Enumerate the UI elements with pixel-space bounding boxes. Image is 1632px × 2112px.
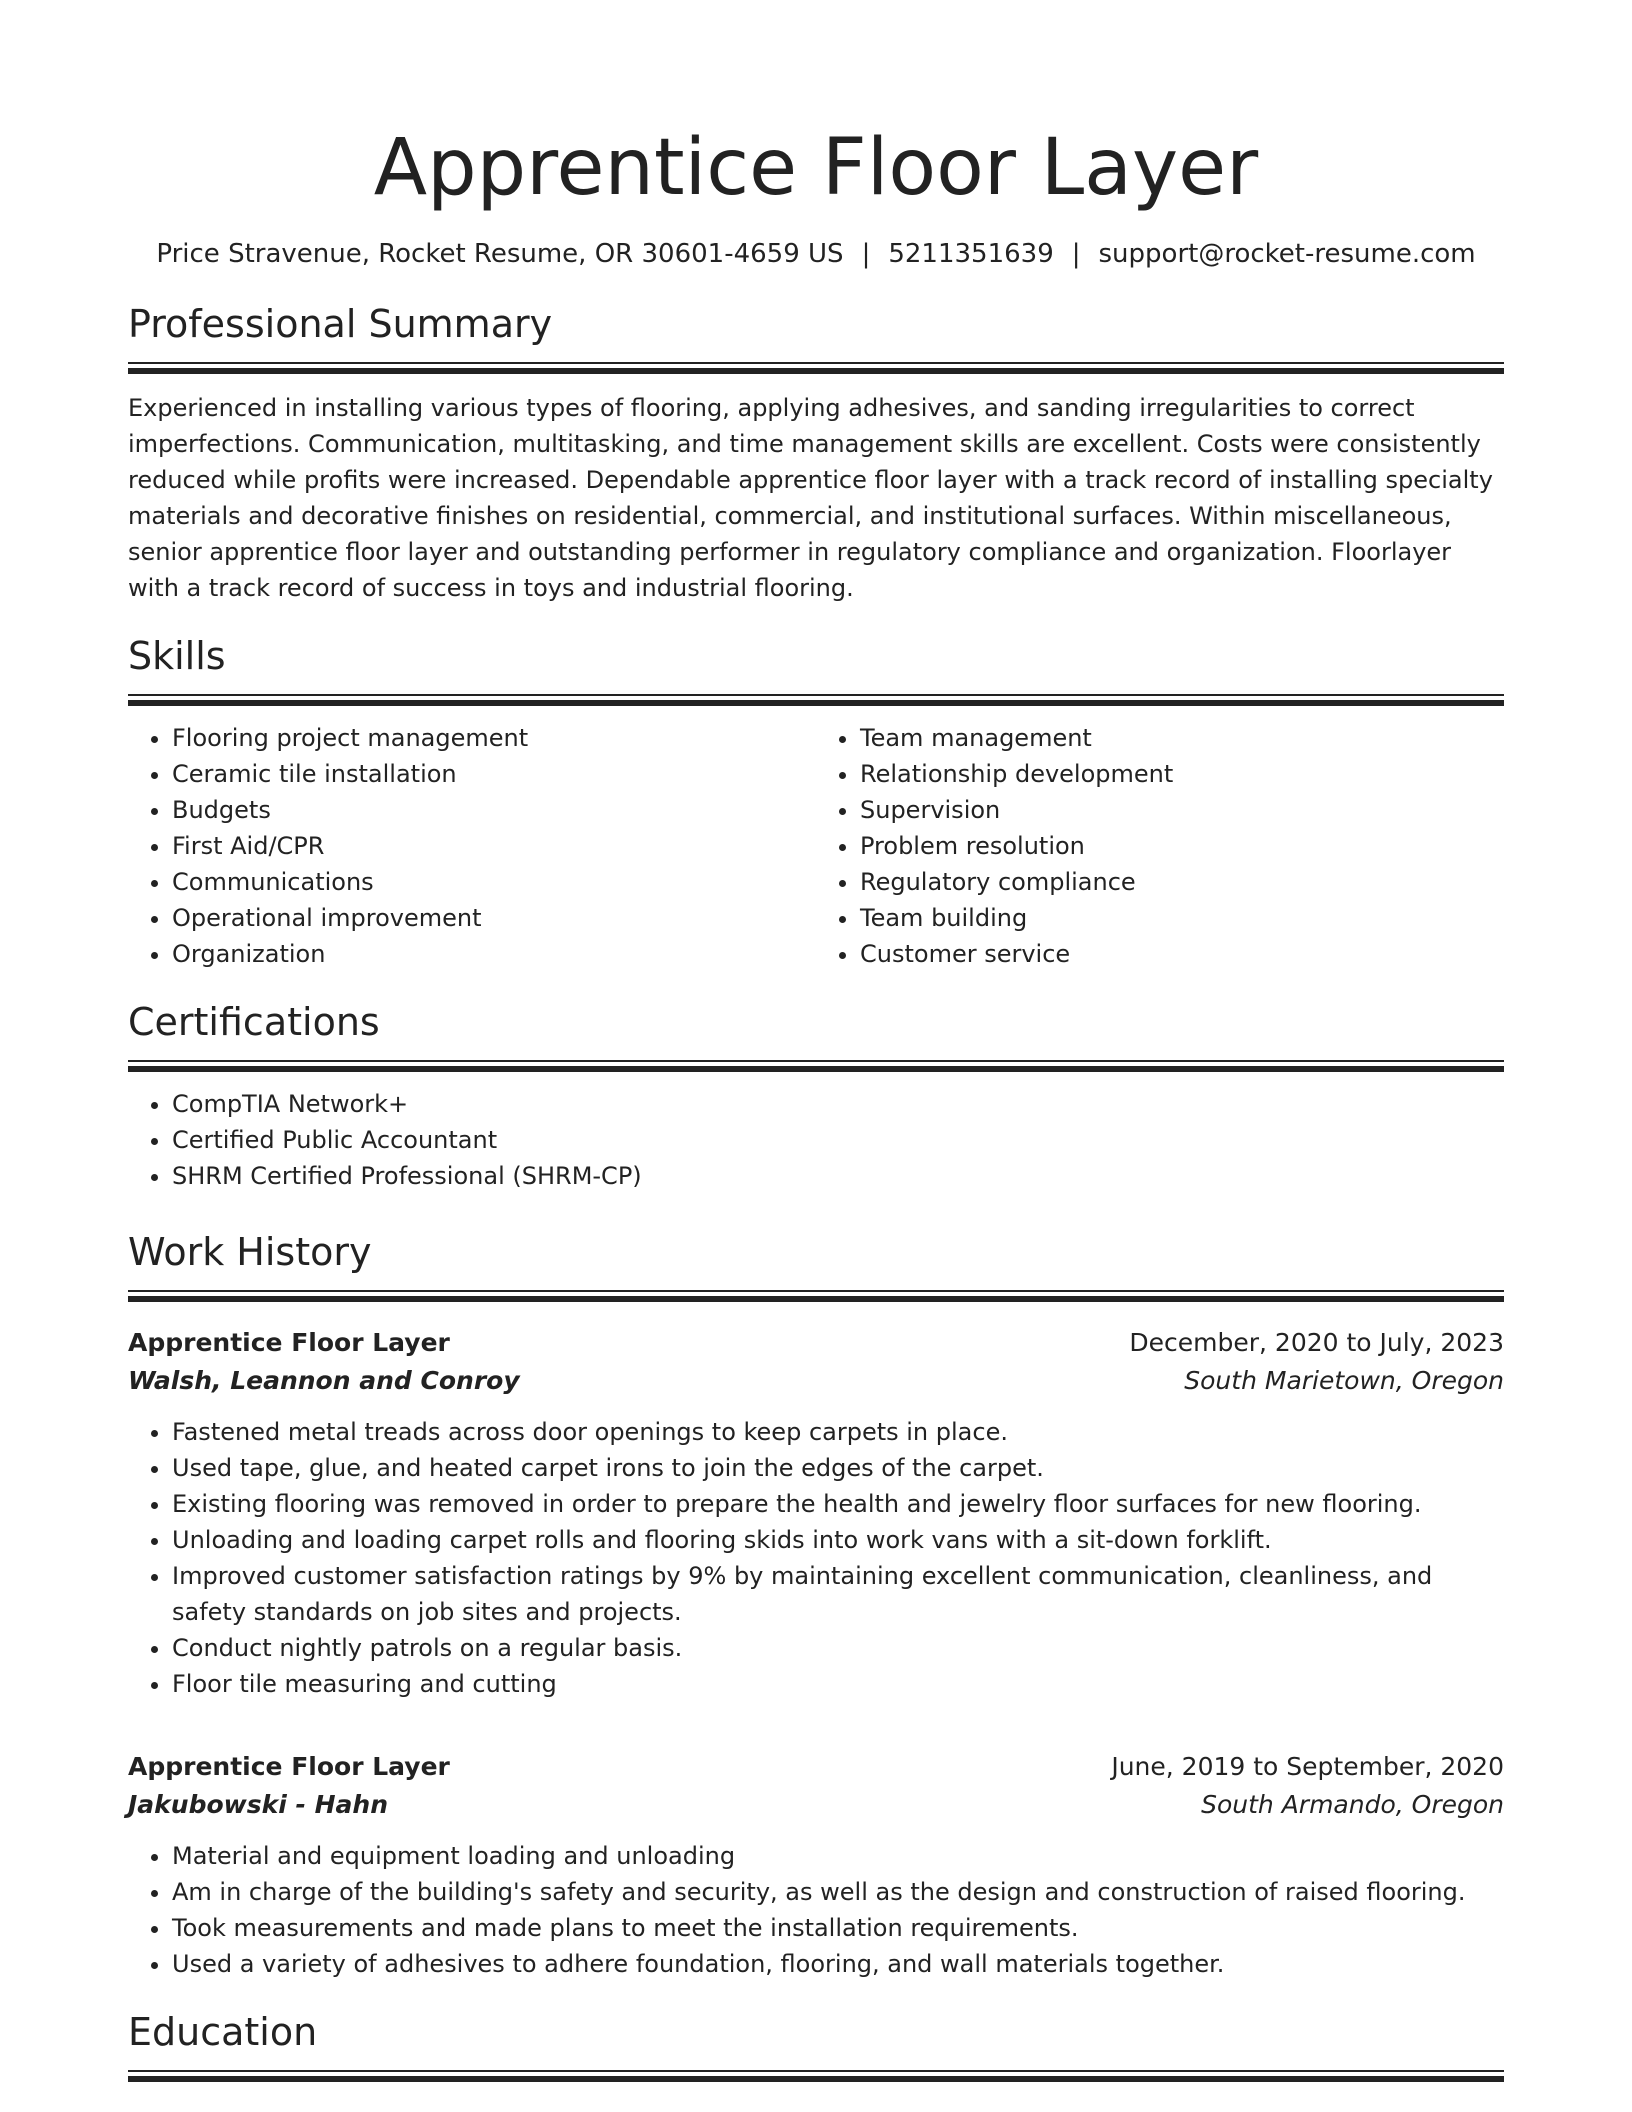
job-company: Walsh, Leannon and Conroy: [128, 1366, 520, 1395]
job-bullet: • Unloading and loading carpet rolls and flooring skids into work vans with a sit-down forklift.: [172, 1522, 1504, 1558]
certifications-list: [128, 1086, 1504, 1194]
job-subheader: [128, 1362, 1504, 1400]
job-location: South Armando, Oregon: [1201, 1790, 1504, 1819]
skills-list-left: [128, 720, 816, 972]
section-divider: [128, 1290, 1504, 1302]
contact-address: Price Stravenue, Rocket Resume, OR 30601-4659 US: [156, 239, 844, 269]
skill-item: • First Aid/CPR: [172, 828, 816, 864]
job-title: Apprentice Floor Layer: [128, 1752, 450, 1781]
job-bullet: • Material and equipment loading and unloading: [172, 1838, 1504, 1874]
job-header: [128, 1748, 1504, 1786]
work-history-section: [128, 1228, 1504, 1982]
skill-item: • Team management: [860, 720, 1504, 756]
job-bullets: [128, 1838, 1504, 1982]
job-title: Apprentice Floor Layer: [128, 1328, 450, 1357]
skill-item: • Budgets: [172, 792, 816, 828]
job-bullet: • Used a variety of adhesives to adhere foundation, flooring, and wall materials together.: [172, 1946, 1504, 1982]
job-bullets: [128, 1414, 1504, 1702]
section-title-certifications: Certifications: [128, 1000, 380, 1044]
section-title-work-history: Work History: [128, 1230, 372, 1274]
job-bullet: • Conduct nightly patrols on a regular basis.: [172, 1630, 1504, 1666]
skills-list-right: [816, 720, 1504, 972]
job-bullet: • Am in charge of the building's safety and security, as well as the design and construction of raised flooring.: [172, 1874, 1504, 1910]
skill-item: • Problem resolution: [860, 828, 1504, 864]
job-location: South Marietown, Oregon: [1184, 1366, 1504, 1395]
section-divider: [128, 362, 1504, 374]
job-dates: December, 2020 to July, 2023: [1129, 1328, 1504, 1357]
summary-text: Experienced in installing various types of flooring, applying adhesives, and sanding irregularities to correct imperfections. Communication, multitasking, and time management skills are excellent. Costs were consistently reduced while profits were increased. Dependable apprentice floor layer with a track record of installing specialty materials and decorative finishes on residential, commercial, and institutional surfaces. Within miscellaneous, senior apprentice floor layer and outstanding performer in regulatory compliance and organization. Floorlayer with a track record of success in toys and industrial flooring.: [128, 394, 1493, 602]
education-section: [128, 2008, 1504, 2082]
job-entry: [128, 1748, 1504, 1982]
contact-separator: |: [861, 239, 871, 269]
skills-section: [128, 632, 1504, 972]
section-title-education: Education: [128, 2010, 318, 2054]
skill-item: • Relationship development: [860, 756, 1504, 792]
job-bullet: • Improved customer satisfaction ratings by 9% by maintaining excellent communication, cleanliness, and safety standards on job sites and projects.: [172, 1558, 1504, 1630]
skills-columns: [128, 720, 1504, 972]
section-divider: [128, 694, 1504, 706]
skill-item: • Communications: [172, 864, 816, 900]
skill-item: • Ceramic tile installation: [172, 756, 816, 792]
contact-line: [128, 236, 1504, 272]
section-title-skills: Skills: [128, 634, 226, 678]
section-title-summary: Professional Summary: [128, 302, 553, 346]
job-subheader: [128, 1786, 1504, 1824]
contact-phone: 5211351639: [888, 239, 1054, 269]
job-company: Jakubowski - Hahn: [128, 1790, 389, 1819]
resume-name: Apprentice Floor Layer: [373, 123, 1259, 213]
contact-email: support@rocket-resume.com: [1098, 239, 1476, 269]
section-divider: [128, 2070, 1504, 2082]
summary-section: [128, 300, 1504, 606]
job-entry: [128, 1324, 1504, 1702]
certification-item: • Certified Public Accountant: [172, 1122, 1504, 1158]
job-bullet: • Existing flooring was removed in order to prepare the health and jewelry floor surfaces for new flooring.: [172, 1486, 1504, 1522]
certification-item: • CompTIA Network+: [172, 1086, 1504, 1122]
job-header: [128, 1324, 1504, 1362]
contact-separator: |: [1071, 239, 1081, 269]
skill-item: • Organization: [172, 936, 816, 972]
job-bullet: • Fastened metal treads across door openings to keep carpets in place.: [172, 1414, 1504, 1450]
certification-item: • SHRM Certified Professional (SHRM-CP): [172, 1158, 1504, 1194]
job-bullet: • Used tape, glue, and heated carpet irons to join the edges of the carpet.: [172, 1450, 1504, 1486]
skill-item: • Flooring project management: [172, 720, 816, 756]
skill-item: • Customer service: [860, 936, 1504, 972]
skill-item: • Supervision: [860, 792, 1504, 828]
skill-item: • Regulatory compliance: [860, 864, 1504, 900]
job-bullet: • Took measurements and made plans to meet the installation requirements.: [172, 1910, 1504, 1946]
job-bullet: • Floor tile measuring and cutting: [172, 1666, 1504, 1702]
job-dates: June, 2019 to September, 2020: [1111, 1752, 1504, 1781]
skill-item: • Operational improvement: [172, 900, 816, 936]
certifications-section: [128, 998, 1504, 1194]
skill-item: • Team building: [860, 900, 1504, 936]
section-divider: [128, 1060, 1504, 1072]
